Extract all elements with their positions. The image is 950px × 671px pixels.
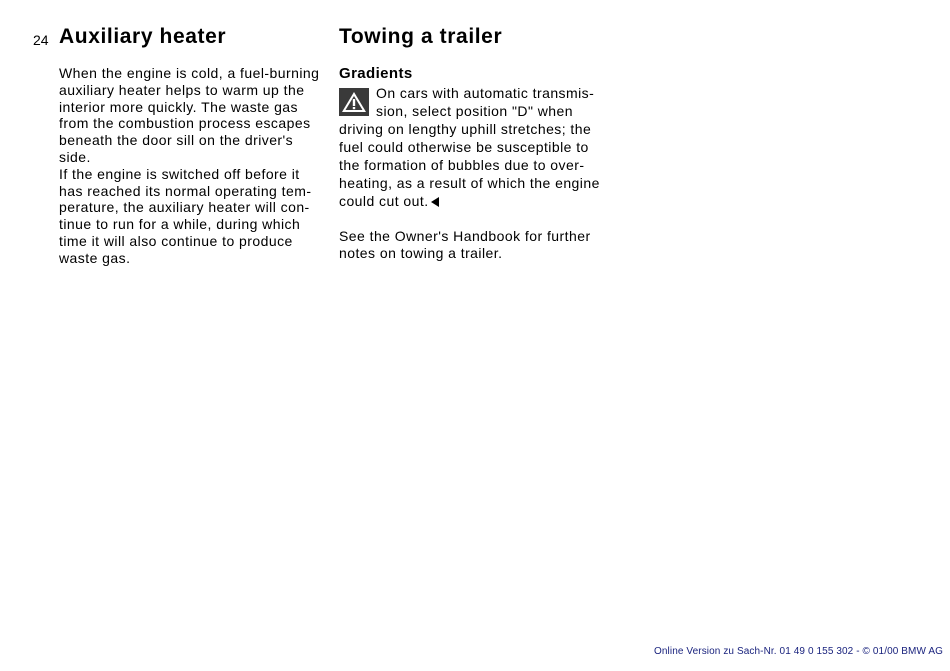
warning-note (339, 85, 611, 211)
auxiliary-heater-body: When the engine is cold, a fuel-burning auxiliary heater helps to warm up the interior more quickly. The waste gas from the combustion process escapes beneath the door sill on the driver's side. If the engine is switched off before it has reached its normal operating tem- perature, the auxiliary heater will con- tinue to run for a while, during which time it will also continue to produce waste gas. (59, 65, 320, 266)
section-title-auxiliary-heater: Auxiliary heater (59, 25, 227, 48)
auxiliary-heater-section (59, 24, 329, 267)
section-title-towing-trailer: Towing a trailer (339, 25, 503, 48)
subsection-title-gradients: Gradients (339, 65, 413, 82)
page-number: 24 (33, 32, 49, 48)
see-also-note: See the Owner's Handbook for further notes on towing a trailer. (339, 227, 591, 261)
warning-triangle-icon (339, 88, 369, 116)
towing-trailer-section (339, 24, 611, 261)
warning-text: On cars with automatic transmis- sion, select position "D" when driving on lengthy uphill stretches; the fuel could otherwise be susceptible to the formation of bubbles due to over- heating, as a result of which the engine could cut out. (339, 85, 600, 209)
end-of-note-triangle-icon (431, 197, 439, 207)
footer-copyright: Online Version zu Sach-Nr. 01 49 0 155 302 - © 01/00 BMW AG (654, 646, 943, 657)
